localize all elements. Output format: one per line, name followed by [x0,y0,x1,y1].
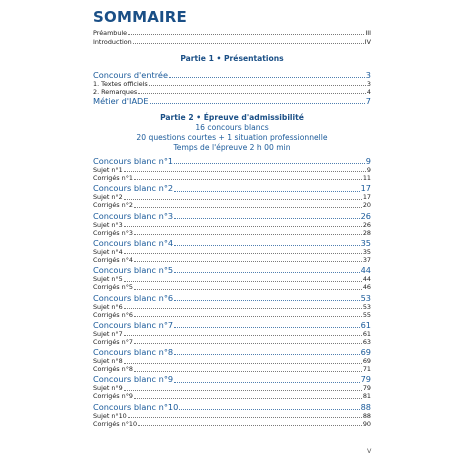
toc-entry-label: Métier d'IADE [93,96,149,106]
toc-entry-concours-blanc[interactable] [93,212,371,220]
toc-entry-page: 17 [362,193,371,202]
toc-entry-page: 63 [362,337,371,346]
toc-entry-page: 81 [362,392,371,401]
toc-entry-page: 37 [362,255,371,264]
toc-entry-label: Introduction [93,38,132,46]
dot-leader [124,253,362,254]
toc-entry-label: Sujet n°6 [93,302,123,311]
toc-entry-page: 79 [360,374,371,385]
dot-leader [134,343,362,344]
dot-leader [150,103,365,104]
dot-leader [134,289,362,290]
dot-leader [174,163,365,164]
toc-entry-label: Concours blanc n°5 [93,265,174,276]
toc-entry-page: 53 [362,302,371,311]
toc-entry-concours-blanc[interactable] [93,239,371,247]
toc-entry-page: 71 [362,365,371,374]
part2-subtitle: Temps de l'épreuve 2 h 00 min [173,143,291,152]
toc-entry-page: 44 [362,275,371,284]
toc-entry-page: 28 [362,228,371,237]
toc-entry-label: Concours blanc n°8 [93,347,174,358]
dot-leader [174,327,359,328]
toc-entry-label: Corrigés n°8 [93,365,133,374]
toc-entry-preambule[interactable] [93,30,371,36]
part2-heading: Partie 2 • Épreuve d'admissibilité [160,113,304,122]
dot-leader [174,354,359,355]
toc-entry-concours-blanc[interactable] [93,321,371,329]
toc-entry-sujet[interactable] [93,331,371,337]
part2-subtitle: 16 concours blancs [195,123,269,132]
part2-subtitle: 20 questions courtes + 1 situation professionnelle [136,133,328,142]
dot-leader [134,179,362,180]
toc-entry-page: 69 [362,357,371,366]
toc-entry-label: Corrigés n°2 [93,201,133,210]
toc-entry-concours-blanc[interactable] [93,375,371,383]
toc-entry-sujet[interactable] [93,167,371,173]
page-number: V [367,447,372,455]
toc-entry-sujet[interactable] [93,276,371,282]
toc-entry-label: Corrigés n°6 [93,310,133,319]
toc-entry-page: 55 [362,310,371,319]
page-title: SOMMAIRE [93,8,187,26]
toc-entry-textes-officiels[interactable] [93,81,371,87]
dot-leader [174,300,359,301]
dot-leader [134,234,362,235]
toc-entry-label: 1. Textes officiels [93,80,148,88]
toc-entry-label: Sujet n°4 [93,247,123,256]
dot-leader [124,226,362,227]
toc-entry-label: Sujet n°2 [93,193,123,202]
dot-leader [149,85,366,86]
dot-leader [134,261,362,262]
dot-leader [124,171,366,172]
dot-leader [134,371,362,372]
dot-leader [174,382,359,383]
dot-leader [124,199,362,200]
toc-entry-page: 3 [365,70,371,80]
dot-leader [134,316,362,317]
toc-entry-concours-blanc[interactable] [93,157,371,165]
toc-entry-concours-entree[interactable] [93,71,371,79]
dot-leader [133,43,364,44]
toc-entry-label: Préambule [93,29,128,37]
toc-entry-corriges[interactable] [93,366,371,372]
dot-leader [174,272,359,273]
toc-entry-label: Sujet n°9 [93,384,123,393]
dot-leader [124,308,362,309]
toc-entry-label: Concours d'entrée [93,70,168,80]
toc-entry-page: 35 [362,247,371,256]
toc-entry-sujet[interactable] [93,413,371,419]
toc-entry-page: 79 [362,384,371,393]
toc-entry-page: 61 [360,319,371,330]
toc-entry-label: Concours blanc n°2 [93,183,174,194]
toc-entry-page: 20 [362,201,371,210]
toc-entry-sujet[interactable] [93,194,371,200]
toc-entry-page: 46 [362,283,371,292]
toc-entry-corriges[interactable] [93,284,371,290]
toc-entry-page: III [365,29,371,37]
dot-leader [128,34,364,35]
toc-entry-concours-blanc[interactable] [93,266,371,274]
toc-entry-corriges[interactable] [93,202,371,208]
dot-leader [134,207,362,208]
toc-entry-page: 9 [366,166,371,174]
toc-entry-corriges[interactable] [93,312,371,318]
dot-leader [169,77,365,78]
dot-leader [124,281,362,282]
toc-entry-page: 53 [360,292,371,303]
dot-leader [174,218,359,219]
toc-entry-label: Corrigés n°3 [93,228,133,237]
toc-entry-page: IV [364,38,371,46]
toc-entry-label: Corrigés n°10 [93,419,138,428]
dot-leader [124,335,362,336]
toc-entry-page: 69 [360,347,371,358]
toc-entry-label: Concours blanc n°10 [93,401,179,412]
toc-entry-corriges[interactable] [93,393,371,399]
dot-leader [128,417,362,418]
toc-entry-page: 11 [362,174,371,182]
toc-entry-page: 88 [360,401,371,412]
toc-entry-label: Corrigés n°1 [93,174,133,182]
toc-entry-label: Sujet n°10 [93,411,127,420]
toc-entry-label: Concours blanc n°9 [93,374,174,385]
toc-entry-sujet[interactable] [93,385,371,391]
toc-entry-page: 44 [360,265,371,276]
toc-entry-page: 61 [362,329,371,338]
dot-leader [174,191,359,192]
toc-entry-label: Corrigés n°7 [93,337,133,346]
toc-entry-page: 3 [366,80,371,88]
toc-entry-page: 7 [365,96,371,106]
toc-entry-concours-blanc[interactable] [93,348,371,356]
dot-leader [134,398,362,399]
toc-entry-corriges[interactable] [93,421,371,427]
toc-entry-concours-blanc[interactable] [93,294,371,302]
toc-entry-page: 88 [362,411,371,420]
toc-entry-corriges[interactable] [93,257,371,263]
toc-entry-page: 9 [365,156,371,166]
toc-entry-label: Concours blanc n°1 [93,156,174,166]
toc-entry-remarques[interactable] [93,89,371,95]
toc-entry-page: 26 [360,210,371,221]
toc-entry-sujet[interactable] [93,222,371,228]
toc-entry-label: Sujet n°3 [93,220,123,229]
toc-entry-metier-iade[interactable] [93,97,371,105]
toc-entry-sujet[interactable] [93,358,371,364]
toc-entry-sujet[interactable] [93,304,371,310]
dot-leader [138,425,362,426]
dot-leader [179,409,359,410]
dot-leader [124,390,362,391]
toc-entry-label: Sujet n°1 [93,166,123,174]
dot-leader [124,363,362,364]
toc-entry-page: 17 [360,183,371,194]
dot-leader [174,245,359,246]
toc-entry-label: Corrigés n°9 [93,392,133,401]
toc-entry-label: Concours blanc n°3 [93,210,174,221]
toc-entry-page: 4 [366,88,371,96]
toc-entry-label: 2. Remarques [93,88,138,96]
toc-entry-label: Concours blanc n°6 [93,292,174,303]
toc-entry-label: Concours blanc n°7 [93,319,174,330]
toc-entry-label: Sujet n°7 [93,329,123,338]
toc-entry-concours-blanc[interactable] [93,184,371,192]
toc-entry-label: Corrigés n°4 [93,255,133,264]
toc-entry-page: 35 [360,237,371,248]
toc-entry-sujet[interactable] [93,249,371,255]
toc-entry-corriges[interactable] [93,339,371,345]
dot-leader [138,93,366,94]
toc-entry-label: Sujet n°8 [93,357,123,366]
toc-entry-corriges[interactable] [93,175,371,181]
toc-entry-label: Concours blanc n°4 [93,237,174,248]
part1-heading: Partie 1 • Présentations [180,54,284,63]
toc-entry-page: 26 [362,220,371,229]
toc-entry-label: Sujet n°5 [93,275,123,284]
toc-entry-concours-blanc[interactable] [93,403,371,411]
toc-entry-page: 90 [362,419,371,428]
toc-entry-corriges[interactable] [93,230,371,236]
toc-entry-label: Corrigés n°5 [93,283,133,292]
toc-entry-introduction[interactable] [93,39,371,45]
